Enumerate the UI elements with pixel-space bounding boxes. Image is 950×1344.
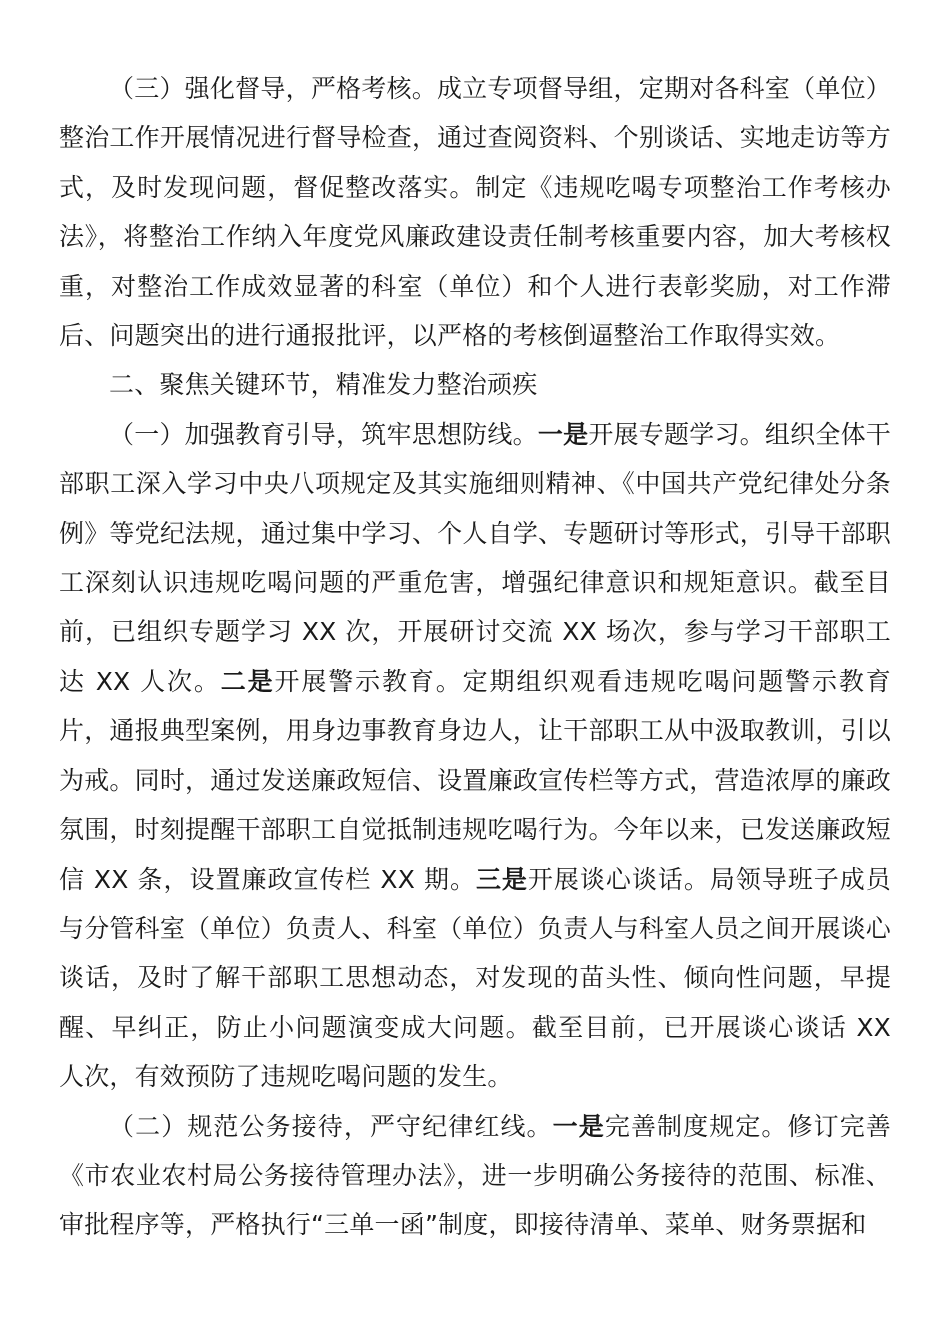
paragraph-text: （二）规范公务接待，严守纪律红线。 [109,1111,553,1141]
paragraph-text: 开展谈心谈话。局领导班子成员与分管科室（单位）负责人、科室（单位）负责人与科室人员之间开展谈心谈话，及时了解干部职工思想动态，对发现的苗头性、倾向性问题，早提醒、早纠正，防止小问题演变成大问题。截至目前，已开展谈心谈话 XX 人次，有效预防了违规吃喝问题的发生。 [59,864,891,1092]
paragraph-text: 完善制度规定。修订完善《市农业农村局公务接待管理办法》，进一步明确公务接待的范围、标准、审批程序等，严格执行“三单一函”制度，即接待清单、菜单、财务票据和 [59,1111,892,1240]
paragraph-reception [59,1102,891,1250]
section-heading-text: 二、聚焦关键环节，精准发力整治顽疾 [109,370,538,400]
paragraph-text: 开展专题学习。组织全体干部职工深入学习中央八项规定及其实施细则精神、《中国共产党纪律处分条例》等党纪法规，通过集中学习、个人自学、专题研讨等形式，引导干部职工深刻认识违规吃喝问题的严重危害，增强纪律意识和规矩意识。截至目前，已组织专题学习 XX 次，开展研讨交流 XX 场次，参与学习干部职工达 XX 人次。 [59,419,892,696]
paragraph-text: （一）加强教育引导，筑牢思想防线。 [109,419,538,449]
paragraph-education [59,410,891,1102]
paragraph-text: （三）强化督导，严格考核。成立专项督导组，定期对各科室（单位）整治工作开展情况进行督导检查，通过查阅资料、个别谈话、实地走访等方式，及时发现问题，督促整改落实。制定《违规吃喝专项整治工作考核办法》，将整治工作纳入年度党风廉政建设责任制考核重要内容，加大考核权重，对整治工作成效显著的科室（单位）和个人进行表彰奖励，对工作滞后、问题突出的进行通报批评，以严格的考核倒逼整治工作取得实效。 [59,74,891,351]
paragraph-text: 开展警示教育。定期组织观看违规吃喝问题警示教育片，通报典型案例，用身边事教育身边人，让干部职工从中汲取教训，引以为戒。同时，通过发送廉政短信、设置廉政宣传栏等方式，营造浓厚的廉政氛围，时刻提醒干部职工自觉抵制违规吃喝行为。今年以来，已发送廉政短信 XX 条，设置廉政宣传栏 XX 期。 [59,666,891,894]
bold-marker-second: 二是 [220,666,275,696]
bold-marker-third: 三是 [475,864,528,894]
section-heading-2 [59,360,891,409]
paragraph-supervision [59,64,891,360]
bold-marker-first: 一是 [537,419,589,449]
document-body [59,64,891,1250]
bold-marker-first: 一是 [552,1111,605,1141]
